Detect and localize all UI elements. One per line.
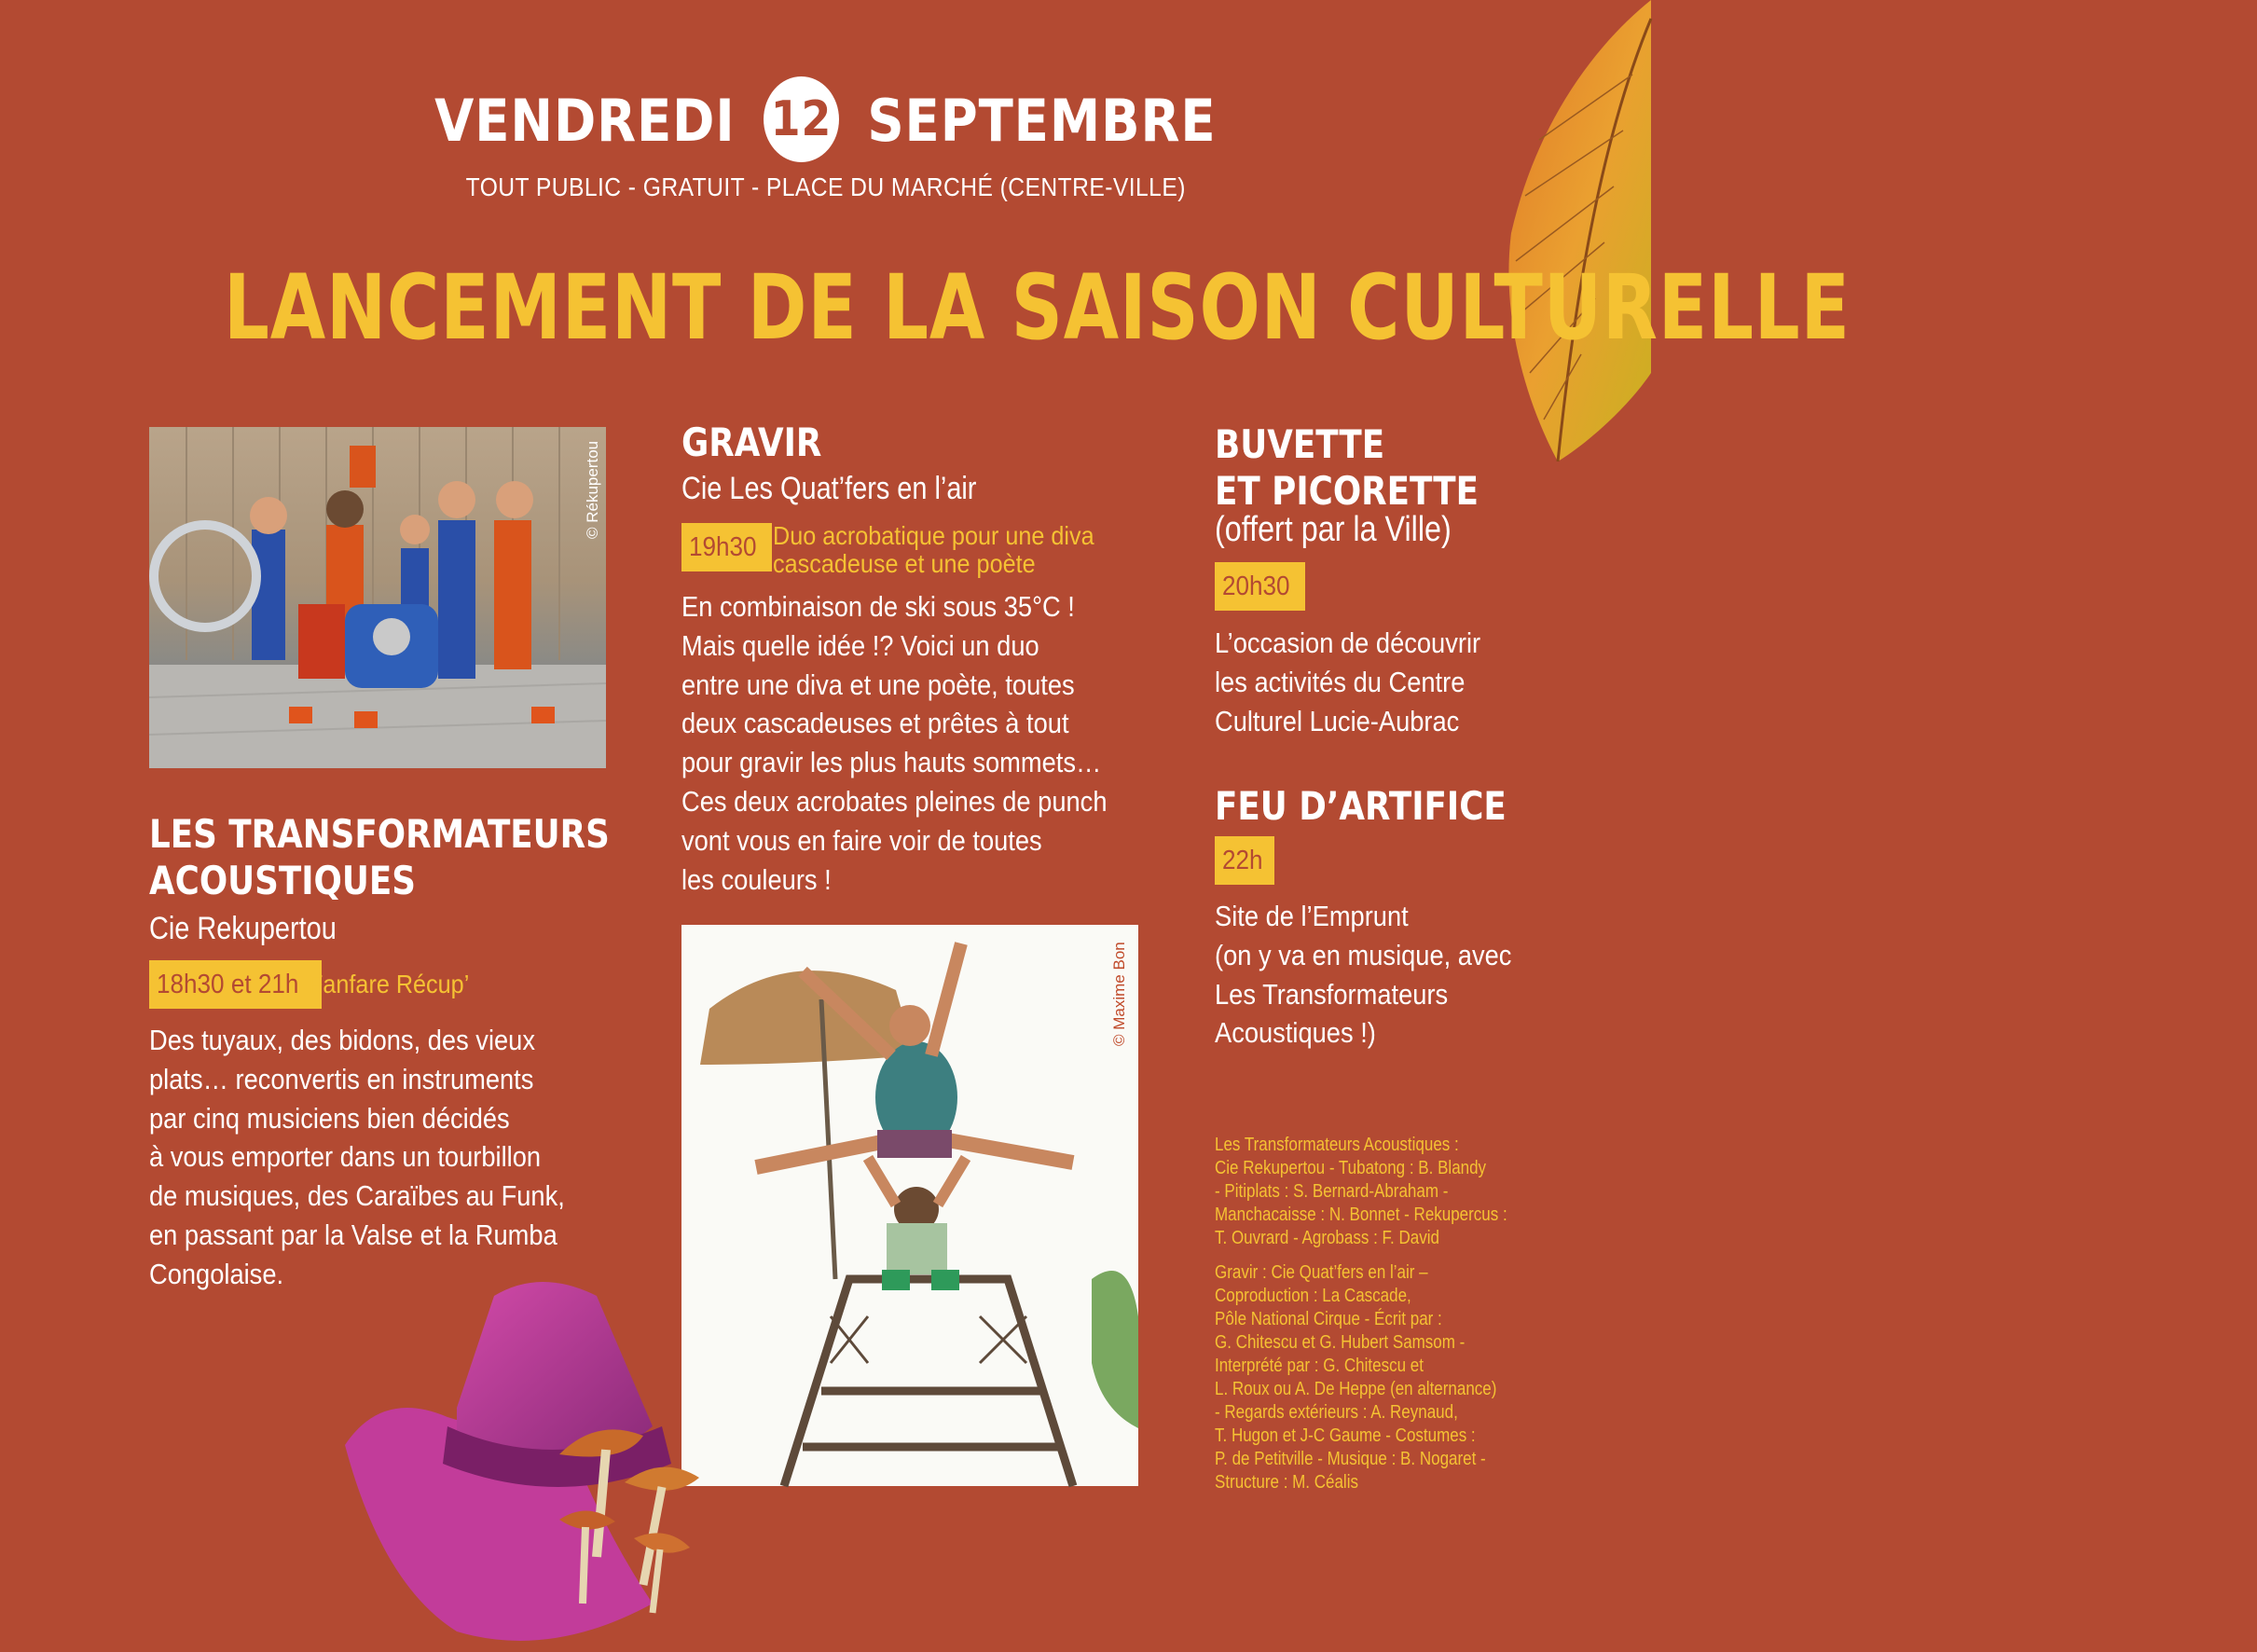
description-line: les activités du Centre xyxy=(1215,665,1466,698)
description-line: Site de l’Emprunt xyxy=(1215,900,1409,932)
credits-line: Les Transformateurs Acoustiques : xyxy=(1215,1135,1459,1155)
transformateurs-tagline xyxy=(309,971,487,998)
gravir-tagline xyxy=(773,522,1130,578)
credits-line: Manchacaisse : N. Bonnet - Rekupercus : xyxy=(1215,1205,1507,1225)
buvette-time-badge xyxy=(1215,562,1305,611)
gravir-description xyxy=(681,587,1165,899)
credits-line: Cie Rekupertou - Tubatong : B. Blandy xyxy=(1215,1158,1487,1178)
transformateurs-time-text: 18h30 et 21h xyxy=(157,970,299,999)
rekupertou-photo xyxy=(149,427,606,768)
transformateurs-tagline-text: Fanfare Récup’ xyxy=(309,970,470,998)
buvette-title-line1: BUVETTE xyxy=(1215,421,1385,467)
gravir-tagline-line1: Duo acrobatique pour une diva xyxy=(773,521,1094,550)
credits-line: - Regards extérieurs : A. Reynaud, xyxy=(1215,1402,1458,1423)
event-info-text: TOUT PUBLIC - GRATUIT - PLACE DU MARCHÉ (CENTRE-VILLE) xyxy=(465,172,1186,201)
transformateurs-time-badge xyxy=(149,960,322,1009)
buvette-time-text: 20h30 xyxy=(1222,571,1290,601)
credits-gravir xyxy=(1215,1261,1547,1494)
transformateurs-title-line1: LES TRANSFORMATEURS xyxy=(149,811,610,857)
gravir-title-text: GRAVIR xyxy=(681,420,822,465)
buvette-subtitle-text: (offert par la Ville) xyxy=(1215,510,1452,549)
date-heading xyxy=(0,82,1651,157)
description-line: en passant par la Valse et la Rumba xyxy=(149,1218,557,1251)
credits-line: P. de Petitville - Musique : B. Nogaret - xyxy=(1215,1449,1486,1469)
description-line: par cinq musiciens bien décidés xyxy=(149,1101,510,1135)
buvette-title-line2: ET PICORETTE xyxy=(1215,468,1479,514)
description-line: plats… reconvertis en instruments xyxy=(149,1062,534,1095)
credits-line: Coproduction : La Cascade, xyxy=(1215,1286,1411,1306)
credits-line: Structure : M. Céalis xyxy=(1215,1472,1358,1493)
day-number-badge: 12 xyxy=(764,76,839,162)
credits-line: Gravir : Cie Quat’fers en l’air – xyxy=(1215,1262,1428,1283)
feu-artifice-description xyxy=(1215,897,1552,1053)
feu-artifice-time-badge xyxy=(1215,836,1274,885)
gravir-tagline-line2: cascadeuse et une poète xyxy=(773,549,1036,578)
description-line: (on y va en musique, avec xyxy=(1215,938,1512,971)
credits-line: G. Chitescu et G. Hubert Samsom - xyxy=(1215,1332,1466,1353)
description-line: Les Transformateurs xyxy=(1215,977,1449,1011)
rekupertou-photo-illustration xyxy=(149,427,606,768)
description-line: Mais quelle idée !? Voici un duo xyxy=(681,628,1039,662)
description-line: vont vous en faire voir de toutes xyxy=(681,823,1042,857)
description-line: Ces deux acrobates pleines de punch xyxy=(681,784,1108,818)
description-line: les couleurs ! xyxy=(681,862,832,896)
description-line: L’occasion de découvrir xyxy=(1215,626,1481,659)
description-line: pour gravir les plus hauts sommets… xyxy=(681,746,1102,779)
credits-line: - Pitiplats : S. Bernard-Abraham - xyxy=(1215,1181,1449,1202)
buvette-title xyxy=(1215,421,1525,515)
hat-mushroom-decoration xyxy=(345,1277,802,1652)
page-title-text: LANCEMENT DE LA SAISON CULTURELLE xyxy=(224,255,1851,360)
month-name: SEPTEMBRE xyxy=(867,87,1217,156)
description-line: à vous emporter dans un tourbillon xyxy=(149,1140,542,1174)
description-line: Acoustiques !) xyxy=(1215,1016,1376,1050)
gravir-title xyxy=(681,420,846,466)
gravir-company xyxy=(681,471,1028,507)
transformateurs-description xyxy=(149,1021,622,1294)
transformateurs-title-line2: ACOUSTIQUES xyxy=(149,858,416,903)
autumn-leaf-decoration xyxy=(1502,0,1651,466)
feu-artifice-title xyxy=(1215,783,1558,830)
description-line: entre une diva et une poète, toutes xyxy=(681,668,1075,701)
rekupertou-photo-credit: © Rékupertou xyxy=(584,440,601,539)
description-line: de musiques, des Caraïbes au Funk, xyxy=(149,1179,565,1213)
transformateurs-title xyxy=(149,811,691,904)
page-title xyxy=(224,252,1851,364)
feu-artifice-title-text: FEU D’ARTIFICE xyxy=(1215,783,1507,829)
transformateurs-company-text: Cie Rekupertou xyxy=(149,911,337,946)
credits-transformateurs xyxy=(1215,1134,1559,1250)
credits-line: Interprété par : G. Chitescu et xyxy=(1215,1356,1424,1376)
feu-artifice-time-text: 22h xyxy=(1222,846,1263,875)
description-line: Congolaise. xyxy=(149,1257,284,1290)
description-line: En combinaison de ski sous 35°C ! xyxy=(681,590,1075,623)
gravir-photo-credit: © Maxime Bon xyxy=(1110,942,1128,1046)
buvette-description xyxy=(1215,624,1517,740)
gravir-time-badge xyxy=(681,523,772,571)
gravir-time-text: 19h30 xyxy=(689,532,757,562)
credits-line: T. Ouvrard - Agrobass : F. David xyxy=(1215,1228,1439,1248)
credits-line: T. Hugon et J-C Gaume - Costumes : xyxy=(1215,1425,1476,1446)
gravir-company-text: Cie Les Quat’fers en l’air xyxy=(681,471,977,506)
credits-line: Pôle National Cirque - Écrit par : xyxy=(1215,1309,1442,1329)
description-line: Culturel Lucie-Aubrac xyxy=(1215,704,1460,737)
description-line: Des tuyaux, des bidons, des vieux xyxy=(149,1024,535,1056)
event-info-line xyxy=(0,172,1651,202)
credits-line: L. Roux ou A. De Heppe (en alternance) xyxy=(1215,1379,1497,1399)
buvette-subtitle xyxy=(1215,510,1493,550)
transformateurs-company xyxy=(149,911,369,947)
day-name: VENDREDI xyxy=(434,87,736,156)
description-line: deux cascadeuses et prêtes à tout xyxy=(681,707,1069,740)
